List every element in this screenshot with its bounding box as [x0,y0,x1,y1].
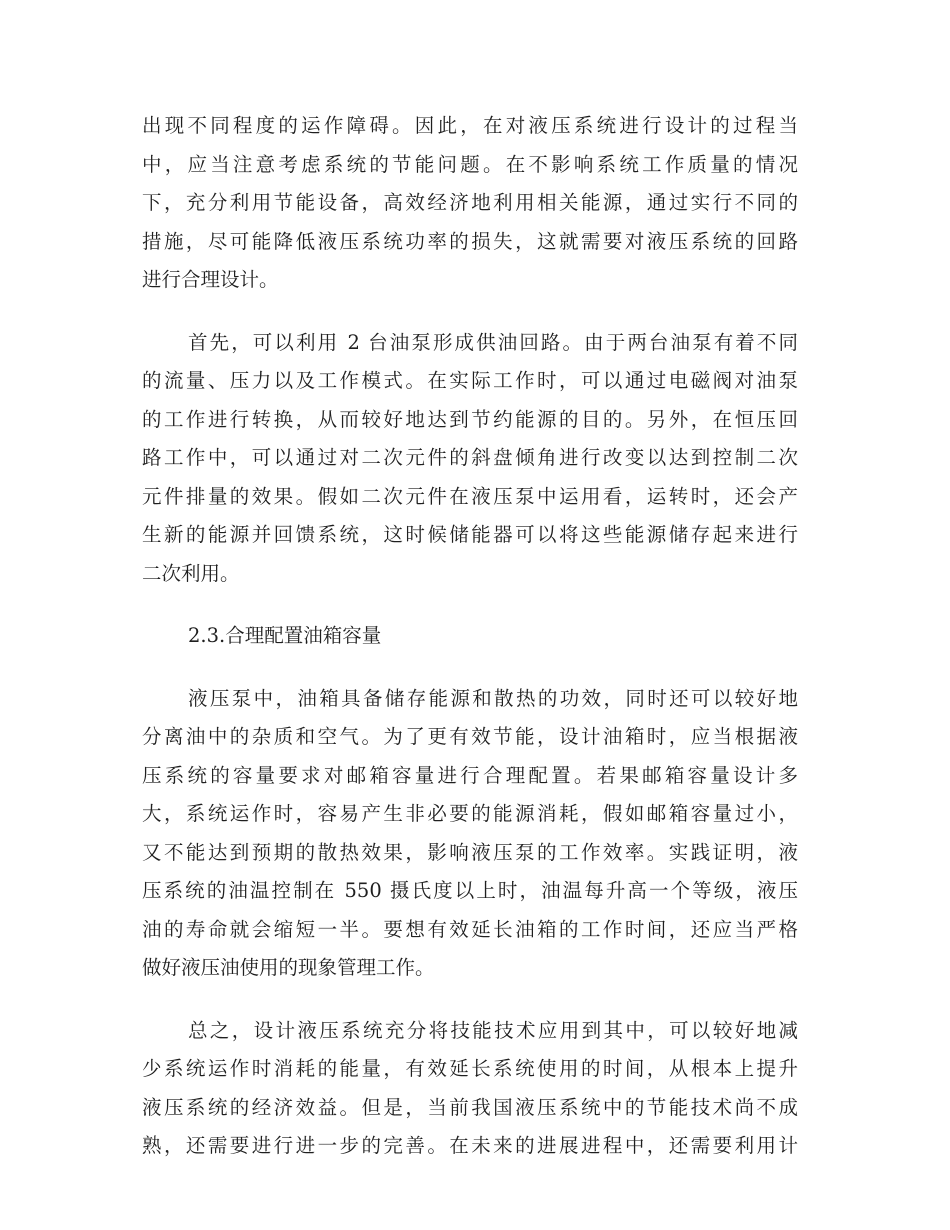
paragraph-gap [142,656,798,680]
text-line: 压系统的容量要求对邮箱容量进行合理配置。若果邮箱容量设计多 [142,763,798,787]
text-line: 又不能达到预期的散热效果，影响液压泵的工作效率。实践证明，液 [142,840,798,864]
text-line: 路工作中，可以通过对二次元件的斜盘倾角进行改变以达到控制二次 [142,446,798,469]
text-line: 液压泵中，油箱具备储存能源和散热的功效，同时还可以较好地 [188,686,798,710]
text-line: 熟，还需要进行进一步的完善。在未来的进展进程中，还需要利用计 [142,1134,798,1157]
text-line: 大，系统运作时，容易产生非必要的能源消耗，假如邮箱容量过小， [142,802,798,825]
text-line: 下，充分利用节能设备，高效经济地利用相关能源，通过实行不同的 [142,191,798,214]
text-line: 中，应当注意考虑系统的节能问题。在不影响系统工作质量的情况 [142,152,798,176]
text-line: 措施，尽可能降低液压系统功率的损失，这就需要对液压系统的回路 [142,229,798,253]
text-line: 做好液压油使用的现象管理工作。 [142,956,435,979]
text-line: 的流量、压力以及工作模式。在实际工作时，可以通过电磁阀对油泵 [142,369,798,392]
text-line: 的工作进行转换，从而较好地达到节约能源的目的。另外，在恒压回 [142,407,798,431]
document-page [142,107,798,1166]
text-line: 生新的能源并回馈系统，这时候储能器可以将这些能源储存起来进行 [142,523,798,546]
text-line: 液压系统的经济效益。但是，当前我国液压系统中的节能技术尚不成 [142,1095,798,1119]
paragraph-conclusion [142,1012,798,1166]
paragraph-gap [142,593,798,617]
paragraph-oil-pump-circuit [142,324,798,594]
text-line: 少系统运作时消耗的能量，有效延长系统使用的时间，从根本上提升 [142,1057,798,1080]
section-heading: 2.3.合理配置油箱容量 [188,624,382,647]
text-line: 出现不同程度的运作障碍。因此，在对液压系统进行设计的过程当 [142,114,798,137]
text-line: 二次利用。 [142,561,240,585]
paragraph-gap [142,988,798,1012]
text-line: 分离油中的杂质和空气。为了更有效节能，设计油箱时，应当根据液 [142,725,798,748]
paragraph-oil-tank-capacity [142,680,798,988]
text-line: 进行合理设计。 [142,268,279,291]
text-line: 元件排量的效果。假如二次元件在液压泵中运用看，运转时，还会产 [142,484,798,508]
paragraph-gap [142,300,798,324]
text-line: 总之，设计液压系统充分将技能技术应用到其中，可以较好地减 [188,1018,798,1042]
text-line: 压系统的油温控制在 550 摄氏度以上时，油温每升高一个等级，液压 [142,879,798,902]
paragraph-continuation [142,107,798,300]
text-line: 油的寿命就会缩短一半。要想有效延长油箱的工作时间，还应当严格 [142,917,798,941]
text-line: 首先，可以利用 2 台油泵形成供油回路。由于两台油泵有着不同 [188,330,798,354]
